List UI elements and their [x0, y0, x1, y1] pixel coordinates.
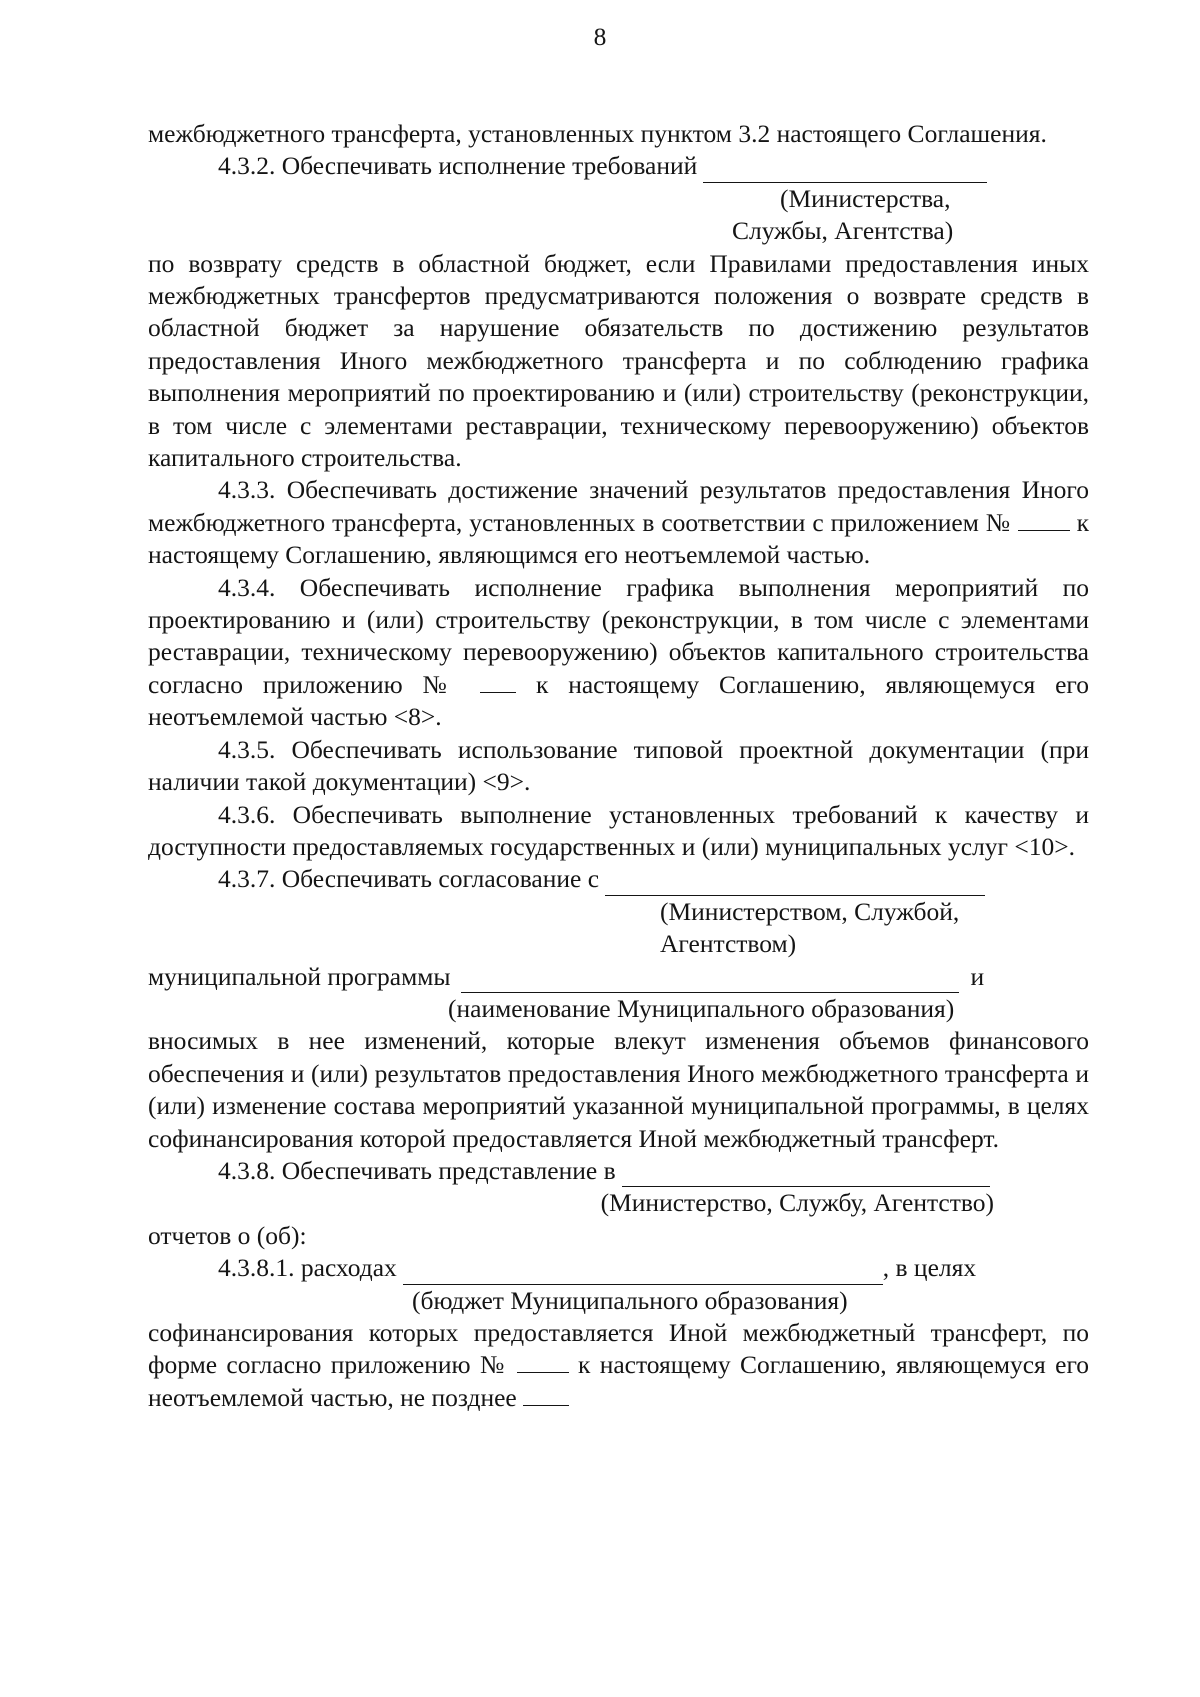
clause-4-3-7-heading [148, 863, 1089, 895]
clause-4-3-4 [148, 572, 1089, 734]
clause-4-3-3-text-a: 4.3.3. Обеспечивать достижение значений результатов предоставления Иного межбюджетного трансферта, установленных в соответствии с приложением № [148, 475, 1089, 537]
authority-caption-1: (Министерством, Службой, [660, 896, 960, 926]
clause-4-3-8-1-text-a: софинансирования которых предоставляется Иной межбюджетный трансферт, по форме согласно приложению № [148, 1317, 1089, 1380]
clause-4-3-8-1-tail: , в целях [882, 1253, 977, 1283]
authority-blank-line [622, 1160, 990, 1187]
authority-caption: (Министерство, Службу, Агентство) [600, 1188, 994, 1218]
appendix-number-blank [480, 670, 516, 693]
municipal-program-tail: и [970, 961, 985, 991]
municipality-blank-line [461, 966, 959, 993]
clause-4-3-2-lead: 4.3.2. Обеспечивать исполнение требований [218, 151, 698, 181]
deadline-blank [523, 1383, 569, 1406]
paragraph-continuation: межбюджетного трансферта, установленных пунктом 3.2 настоящего Соглашения. [148, 119, 1047, 148]
authority-blank-line [605, 869, 985, 896]
clause-4-3-7-body: вносимых в нее изменений, которые влекут изменения объемов финансового обеспечения и (или) результатов предоставления Иного межбюджетного трансферта и (или) изменение состава мероприятий указанной муниципальной программы, в целях софинансирования которой предоставляется Иной межбюджетный трансферт. [148, 1026, 1089, 1153]
clause-4-3-8-1-heading [148, 1252, 1089, 1284]
clause-4-3-2-body: по возврату средств в областной бюджет, если Правилами предоставления иных межбюджетных трансфертов предусматриваются положения о возврате средств в областной бюджет за нарушение обязательств по достижению результатов предоставления Иного межбюджетного трансферта и по соблюдению графика выполнения мероприятий по проектированию и (или) строительству (реконструкции, в том числе с элементами реставрации, техническому перевооружению) объектов капитального строительства. [148, 248, 1089, 473]
clause-4-3-3 [148, 474, 1089, 571]
clause-4-3-8-1-lead: 4.3.8.1. расходах [218, 1253, 397, 1283]
appendix-number-blank [517, 1350, 569, 1373]
authority-caption-2: Агентством) [660, 929, 797, 959]
clause-4-3-8-tail: отчетов о (об): [148, 1220, 307, 1250]
page-number: 8 [593, 22, 607, 51]
authority-blank-line [703, 156, 987, 183]
appendix-number-blank [1018, 508, 1070, 531]
clause-4-3-8-lead: 4.3.8. Обеспечивать представление в [218, 1155, 616, 1185]
authority-caption-1: (Министерства, [780, 183, 951, 213]
clause-4-3-4-text-b: к настоящему Соглашению, являющемуся его неотъемлемой частью <8>. [148, 669, 1090, 732]
municipal-program-line [148, 961, 1089, 993]
municipality-caption: (наименование Муниципального образования) [448, 993, 955, 1023]
clause-4-3-8-1-text-b: к настоящему Соглашению, являющемуся его неотъемлемой частью, не позднее [148, 1350, 1090, 1412]
document-body [148, 118, 1089, 1414]
clause-4-3-2-heading [148, 150, 1089, 182]
budget-blank-line [403, 1258, 883, 1285]
clause-4-3-8-heading [148, 1155, 1089, 1187]
authority-caption-2: Службы, Агентства) [732, 216, 954, 246]
clause-4-3-7-lead: 4.3.7. Обеспечивать согласование с [218, 864, 600, 894]
clause-4-3-4-text-a: 4.3.4. Обеспечивать исполнение графика выполнения мероприятий по проектированию и (или) строительству (реконструкции, в том числе с элементами реставрации, техническому перевооружению) объектов капитального строительства согласно приложению № [148, 572, 1089, 699]
clause-4-3-3-text-b: к настоящему Соглашению, являющимся его неотъемлемой частью. [148, 507, 1090, 570]
budget-caption: (бюджет Муниципального образования) [412, 1285, 848, 1315]
clause-4-3-5: 4.3.5. Обеспечивать использование типовой проектной документации (при наличии такой документации) <9>. [148, 734, 1089, 797]
clause-4-3-6: 4.3.6. Обеспечивать выполнение установленных требований к качеству и доступности предоставляемых государственных и (или) муниципальных услуг <10>. [148, 799, 1089, 861]
clause-4-3-8-1-body [148, 1317, 1089, 1414]
municipal-program-lead: муниципальной программы [148, 961, 451, 991]
